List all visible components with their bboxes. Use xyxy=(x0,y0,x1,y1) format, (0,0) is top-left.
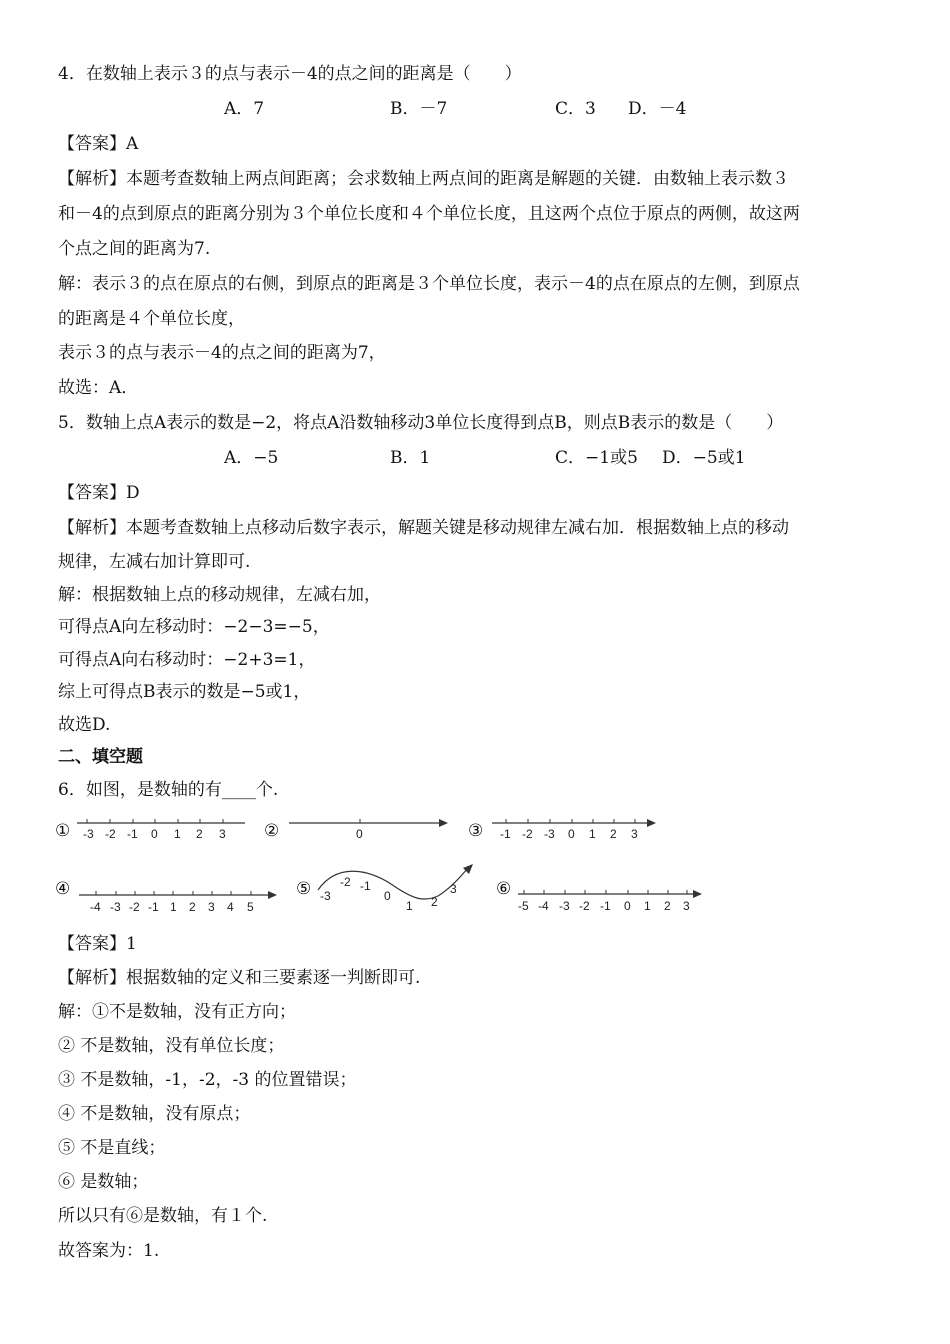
q6-solution-line: ② 不是数轴，没有单位长度； xyxy=(58,1036,285,1056)
q4-option-d: D．－4 xyxy=(628,99,687,119)
tick-label: -2 xyxy=(579,899,590,913)
q6-solution-line: ⑥ 是数轴； xyxy=(58,1172,149,1192)
q4-solution-line: 的距离是４个单位长度， xyxy=(58,309,245,329)
arrow-head xyxy=(693,890,702,898)
q4-solution-line: 故选：A． xyxy=(58,378,139,398)
q5-analysis-line: 【解析】本题考查数轴上点移动后数字表示，解题关键是移动规律左减右加．根据数轴上点的移动 xyxy=(58,518,789,538)
figure-marker: ⑤ xyxy=(296,879,312,899)
tick-label: 0 xyxy=(151,827,158,841)
tick-label: 5 xyxy=(247,900,254,914)
tick-label: -1 xyxy=(127,827,138,841)
q6-solution-line: 所以只有⑥是数轴，有１个. xyxy=(58,1206,268,1226)
tick-label: -2 xyxy=(522,827,533,841)
tick-label: 1 xyxy=(174,827,181,841)
q5-solution-line: 综上可得点B表示的数是−5或1， xyxy=(58,682,311,702)
q5-option-b: B．1 xyxy=(390,448,431,468)
q5-solution-line: 可得点A向左移动时：−2−3=−5， xyxy=(58,617,330,637)
q5-analysis-line: 规律，左减右加计算即可. xyxy=(58,552,251,572)
tick-label: -3 xyxy=(544,827,555,841)
q4-option-b: B．－7 xyxy=(390,99,448,119)
q6-solution-line: 故答案为：1. xyxy=(58,1241,160,1261)
q6-solution-line: ④ 不是数轴，没有原点； xyxy=(58,1104,251,1124)
q6-solution-line: 解：①不是数轴，没有正方向； xyxy=(58,1002,296,1022)
q4-stem: 4．在数轴上表示３的点与表示－4的点之间的距离是（ ） xyxy=(58,64,522,84)
q6-solution-line: ⑤ 不是直线； xyxy=(58,1138,166,1158)
number-line-figure-5 xyxy=(296,862,481,914)
q5-option-c: C．−1或5 xyxy=(555,448,638,468)
tick-label: 1 xyxy=(170,900,177,914)
q4-solution-line: 表示３的点与表示－4的点之间的距离为7， xyxy=(58,343,386,363)
q4-analysis-line: 个点之间的距离为7. xyxy=(58,239,211,259)
number-line-figure-6 xyxy=(496,880,706,916)
tick-label: -4 xyxy=(538,899,549,913)
tick-label: 2 xyxy=(610,827,617,841)
tick-label: 0 xyxy=(568,827,575,841)
tick-label: -1 xyxy=(500,827,511,841)
tick-label: 3 xyxy=(683,899,690,913)
arrow-head xyxy=(647,819,656,827)
tick-label: 1 xyxy=(406,899,413,913)
q4-analysis-line: 和－4的点到原点的距离分别为３个单位长度和４个单位长度，且这两个点位于原点的两侧，故这两 xyxy=(58,204,800,224)
tick-label: -3 xyxy=(83,827,94,841)
q4-analysis-line: 【解析】本题考查数轴上两点间距离；会求数轴上两点间的距离是解题的关键．由数轴上表示数３ xyxy=(58,169,789,189)
figure-marker: ② xyxy=(264,821,280,841)
q6-answer: 【答案】1 xyxy=(58,934,137,954)
tick-label: -3 xyxy=(110,900,121,914)
tick-label: 0 xyxy=(356,827,363,841)
number-line-figure-3 xyxy=(468,812,660,846)
tick-label: 2 xyxy=(664,899,671,913)
tick-label: -3 xyxy=(320,889,331,903)
number-line-figure-2 xyxy=(264,812,454,846)
section-title: 二、填空题 xyxy=(58,747,143,767)
q5-solution-line: 解：根据数轴上点的移动规律，左减右加， xyxy=(58,585,381,605)
tick-label: -1 xyxy=(600,899,611,913)
tick-label: 4 xyxy=(227,900,234,914)
tick-label: -5 xyxy=(518,899,529,913)
q4-option-a: A．7 xyxy=(224,99,265,119)
arrow-head xyxy=(268,891,277,899)
q6-solution-line: ③ 不是数轴，-1，-2，-3 的位置错误； xyxy=(58,1070,357,1090)
tick-label: 1 xyxy=(589,827,596,841)
figure-marker: ① xyxy=(55,821,71,841)
tick-label: 3 xyxy=(208,900,215,914)
tick-label: 3 xyxy=(631,827,638,841)
tick-label: 3 xyxy=(450,882,457,896)
tick-label: -2 xyxy=(340,875,351,889)
tick-label: -4 xyxy=(90,900,101,914)
tick-label: 1 xyxy=(644,899,651,913)
q5-option-a: A．−5 xyxy=(224,448,279,468)
q5-solution-line: 可得点A向右移动时：−2+3=1， xyxy=(58,650,316,670)
number-line-figure-1 xyxy=(55,812,250,846)
figure-marker: ③ xyxy=(468,821,484,841)
figure-marker: ⑥ xyxy=(496,879,512,899)
tick-label: 2 xyxy=(189,900,196,914)
q6-analysis: 【解析】根据数轴的定义和三要素逐一判断即可. xyxy=(58,968,421,988)
tick-label: 3 xyxy=(219,827,226,841)
figure-marker: ④ xyxy=(55,879,71,899)
number-line-figure-4 xyxy=(55,880,283,916)
q5-answer: 【答案】D xyxy=(58,483,140,503)
q4-option-c: C．3 xyxy=(555,99,596,119)
q6-stem: 6．如图，是数轴的有____个. xyxy=(58,780,279,800)
tick-label: -2 xyxy=(105,827,116,841)
q5-solution-line: 故选D. xyxy=(58,715,111,735)
tick-label: 2 xyxy=(196,827,203,841)
tick-label: -2 xyxy=(129,900,140,914)
tick-label: -1 xyxy=(148,900,159,914)
tick-label: 0 xyxy=(624,899,631,913)
tick-label: 2 xyxy=(431,895,438,909)
q4-answer: 【答案】A xyxy=(58,134,139,154)
arrow-head xyxy=(439,819,448,827)
q5-stem: 5．数轴上点A表示的数是−2，将点A沿数轴移动3单位长度得到点B，则点B表示的数是（ ） xyxy=(58,413,784,433)
tick-label: -3 xyxy=(559,899,570,913)
q5-option-d: D．−5或1 xyxy=(662,448,746,468)
tick-label: -1 xyxy=(360,879,371,893)
tick-label: 0 xyxy=(384,889,391,903)
q4-solution-line: 解：表示３的点在原点的右侧，到原点的距离是３个单位长度，表示－4的点在原点的左侧，到原点 xyxy=(58,274,800,294)
